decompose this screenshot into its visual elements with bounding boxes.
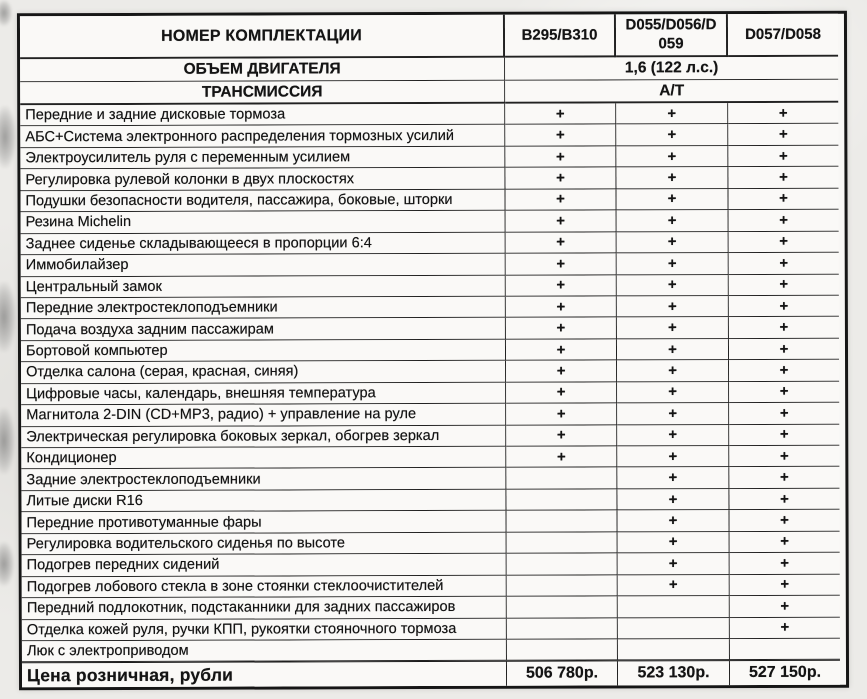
transmission-row bbox=[20, 80, 844, 106]
feature-mark: + bbox=[506, 404, 617, 426]
feature-mark: + bbox=[505, 146, 616, 168]
feature-label: Центральный замок bbox=[21, 275, 506, 298]
feature-mark: + bbox=[617, 468, 729, 490]
feature-row bbox=[22, 531, 846, 555]
feature-label: Электрическая регулировка боковых зеркал, обогрев зеркал bbox=[21, 425, 506, 448]
feature-mark: + bbox=[506, 253, 617, 275]
feature-mark bbox=[618, 618, 730, 640]
scan-noise bbox=[0, 106, 16, 168]
feature-mark: + bbox=[728, 167, 838, 189]
feature-mark: + bbox=[729, 489, 839, 511]
feature-mark: + bbox=[616, 167, 728, 189]
header-title: НОМЕР КОМПЛЕКТАЦИИ bbox=[20, 15, 505, 60]
price-row bbox=[22, 660, 846, 688]
price-label: Цена розничная, рубли bbox=[22, 661, 507, 688]
feature-mark: + bbox=[505, 189, 616, 211]
feature-label: Резина Michelin bbox=[21, 211, 506, 234]
feature-label: Подушки безопасности водителя, пассажира, боковые, шторки bbox=[20, 190, 505, 213]
feature-mark: + bbox=[617, 446, 729, 468]
feature-row bbox=[21, 210, 845, 234]
feature-mark: + bbox=[729, 403, 839, 425]
feature-mark bbox=[507, 511, 618, 533]
feature-mark: + bbox=[728, 124, 838, 146]
feature-row bbox=[21, 296, 845, 320]
feature-mark: + bbox=[506, 296, 617, 318]
feature-row bbox=[21, 489, 845, 513]
feature-mark: + bbox=[618, 575, 730, 597]
feature-row bbox=[21, 253, 845, 277]
feature-mark: + bbox=[617, 296, 729, 318]
feature-row bbox=[21, 446, 845, 470]
feature-mark: + bbox=[506, 318, 617, 340]
feature-mark: + bbox=[617, 425, 729, 447]
feature-row bbox=[22, 596, 846, 620]
feature-mark: + bbox=[506, 425, 617, 447]
feature-mark: + bbox=[728, 103, 838, 125]
feature-label: Отделка кожей руля, ручки КПП, рукоятки стояночного тормоза bbox=[22, 618, 507, 641]
feature-mark bbox=[730, 639, 840, 661]
feature-label: Подача воздуха задним пассажирам bbox=[21, 318, 506, 341]
header-col-trim-3: D057/D058 bbox=[728, 14, 838, 57]
feature-mark: + bbox=[617, 232, 729, 254]
feature-mark: + bbox=[618, 532, 730, 554]
feature-mark bbox=[618, 639, 730, 661]
price-trim-2: 523 130р. bbox=[618, 660, 730, 685]
feature-mark: + bbox=[617, 210, 729, 232]
feature-mark: + bbox=[616, 125, 728, 147]
feature-row bbox=[22, 553, 846, 577]
feature-label: Магнитола 2-DIN (CD+MP3, радио) + управление на руле bbox=[21, 404, 506, 427]
header-col-trim-1: B295/B310 bbox=[505, 14, 616, 57]
feature-mark bbox=[507, 596, 618, 618]
feature-mark: + bbox=[617, 360, 729, 382]
price-trim-3: 527 150р. bbox=[730, 660, 840, 685]
feature-label: Передние электростеклоподъемники bbox=[21, 297, 506, 320]
equipment-table bbox=[17, 11, 849, 691]
feature-label: Подогрев лобового стекла в зоне стоянки стеклоочистителей bbox=[22, 575, 507, 598]
feature-mark: + bbox=[617, 317, 729, 339]
feature-mark: + bbox=[506, 275, 617, 297]
feature-row bbox=[21, 381, 845, 405]
feature-mark: + bbox=[618, 510, 730, 532]
feature-mark: + bbox=[729, 296, 839, 318]
feature-mark bbox=[507, 554, 618, 576]
feature-mark: + bbox=[730, 596, 840, 618]
scan-noise bbox=[0, 0, 12, 26]
feature-label: Электроусилитель руля с переменным усилием bbox=[20, 147, 505, 170]
feature-row bbox=[20, 124, 844, 148]
feature-mark: + bbox=[730, 617, 840, 639]
feature-label: Кондиционер bbox=[21, 447, 506, 470]
feature-label: Отделка салона (серая, красная, синяя) bbox=[21, 361, 506, 384]
feature-label: Люк с электроприводом bbox=[22, 640, 507, 663]
feature-mark: + bbox=[729, 446, 839, 468]
feature-label: Заднее сиденье складывающееся в пропорции 6:4 bbox=[21, 232, 506, 255]
feature-mark: + bbox=[729, 381, 839, 403]
feature-row bbox=[20, 188, 844, 212]
feature-mark: + bbox=[506, 446, 617, 468]
feature-mark: + bbox=[729, 317, 839, 339]
feature-mark: + bbox=[729, 210, 839, 232]
transmission-value: А/Т bbox=[505, 80, 838, 104]
feature-mark: + bbox=[730, 553, 840, 575]
feature-mark: + bbox=[728, 146, 838, 168]
feature-mark: + bbox=[617, 489, 729, 511]
feature-row bbox=[21, 339, 845, 363]
feature-mark: + bbox=[506, 232, 617, 254]
feature-mark: + bbox=[729, 467, 839, 489]
feature-row bbox=[21, 317, 845, 341]
engine-value: 1,6 (122 л.с.) bbox=[505, 57, 838, 81]
feature-rows bbox=[20, 103, 846, 663]
feature-row bbox=[22, 617, 846, 641]
feature-row bbox=[20, 167, 844, 191]
scan-noise bbox=[0, 282, 16, 352]
feature-label: Передние и задние дисковые тормоза bbox=[20, 104, 505, 127]
feature-mark: + bbox=[506, 382, 617, 404]
feature-label: Регулировка рулевой колонки в двух плоскостях bbox=[20, 168, 505, 191]
feature-mark: + bbox=[616, 189, 728, 211]
scan-noise bbox=[0, 542, 14, 586]
feature-mark: + bbox=[617, 275, 729, 297]
feature-mark: + bbox=[616, 146, 728, 168]
feature-label: Регулировка водительского сиденья по высоте bbox=[22, 533, 507, 556]
feature-row bbox=[21, 231, 845, 255]
feature-mark bbox=[618, 596, 730, 618]
feature-mark: + bbox=[730, 510, 840, 532]
feature-label: АБС+Система электронного распределения тормозных усилий bbox=[20, 125, 505, 148]
feature-mark: + bbox=[729, 360, 839, 382]
feature-mark bbox=[507, 575, 618, 597]
feature-mark: + bbox=[506, 361, 617, 383]
feature-row bbox=[21, 403, 845, 427]
feature-mark: + bbox=[729, 274, 839, 296]
engine-row bbox=[20, 57, 844, 83]
feature-row bbox=[22, 639, 846, 663]
feature-mark: + bbox=[618, 553, 730, 575]
feature-mark: + bbox=[617, 253, 729, 275]
feature-mark: + bbox=[729, 339, 839, 361]
feature-label: Цифровые часы, календарь, внешняя температура bbox=[21, 382, 506, 405]
feature-mark: + bbox=[617, 382, 729, 404]
feature-label: Передние противотуманные фары bbox=[22, 511, 507, 534]
feature-row bbox=[22, 574, 846, 598]
header-col-trim-2: D055/D056/D059 bbox=[616, 14, 728, 57]
feature-label: Передний подлокотник, подстаканники для задних пассажиров bbox=[22, 597, 507, 620]
feature-mark bbox=[506, 468, 617, 490]
table-header-row bbox=[20, 14, 844, 60]
scan-noise bbox=[0, 408, 15, 474]
feature-mark: + bbox=[505, 168, 616, 190]
feature-mark: + bbox=[617, 403, 729, 425]
feature-mark: + bbox=[730, 531, 840, 553]
feature-label: Иммобилайзер bbox=[21, 254, 506, 277]
feature-row bbox=[22, 510, 846, 534]
feature-row bbox=[20, 146, 844, 170]
feature-mark: + bbox=[617, 339, 729, 361]
feature-row bbox=[21, 424, 845, 448]
engine-label: ОБЪЕМ ДВИГАТЕЛЯ bbox=[20, 58, 505, 83]
feature-mark: + bbox=[506, 339, 617, 361]
feature-label: Подогрев передних сидений bbox=[22, 554, 507, 577]
feature-label: Бортовой компьютер bbox=[21, 340, 506, 363]
feature-mark: + bbox=[729, 424, 839, 446]
feature-mark bbox=[507, 532, 618, 554]
feature-mark: + bbox=[616, 103, 728, 125]
feature-row bbox=[21, 274, 845, 298]
feature-mark: + bbox=[728, 188, 838, 210]
feature-mark: + bbox=[729, 231, 839, 253]
feature-mark: + bbox=[505, 125, 616, 147]
feature-mark bbox=[506, 489, 617, 511]
feature-row bbox=[21, 360, 845, 384]
price-trim-1: 506 780р. bbox=[507, 661, 618, 686]
feature-label: Литые диски R16 bbox=[21, 490, 506, 513]
feature-mark bbox=[507, 618, 618, 640]
feature-mark: + bbox=[730, 574, 840, 596]
feature-mark: + bbox=[506, 211, 617, 233]
feature-mark: + bbox=[505, 103, 616, 125]
feature-mark bbox=[507, 639, 618, 661]
transmission-label: ТРАНСМИССИЯ bbox=[20, 81, 505, 106]
feature-label: Задние электростеклоподъемники bbox=[21, 468, 506, 491]
feature-row bbox=[21, 467, 845, 491]
feature-row bbox=[20, 103, 844, 127]
feature-mark: + bbox=[729, 253, 839, 275]
